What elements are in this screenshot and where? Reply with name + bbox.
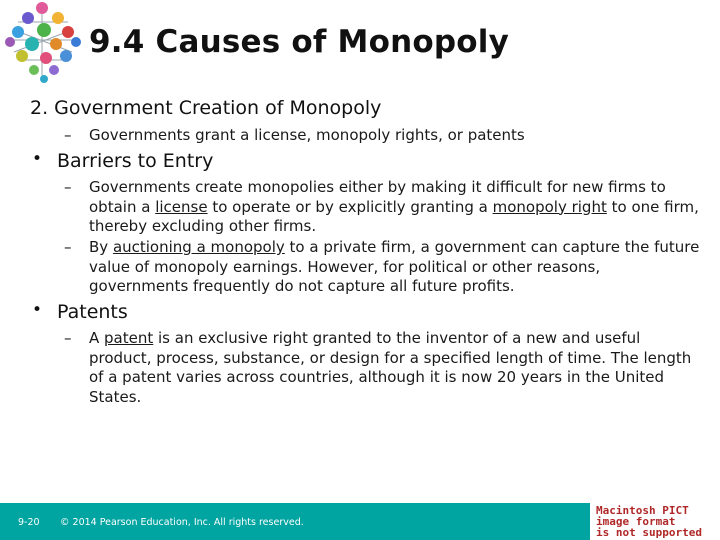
pict-line-3: is not supported: [596, 526, 702, 539]
copyright-notice: © 2014 Pearson Education, Inc. All rights reserved.: [60, 517, 304, 528]
term-auctioning-a-monopoly: auctioning a monopoly: [112, 238, 285, 256]
barriers-point-1-text: Governments create monopolies either by making it difficult for new firms to obtain a license to operate or by explicitly granting a monopoly right to one firm, thereby excluding other firms.: [89, 178, 699, 235]
term-monopoly-right: monopoly right: [492, 197, 607, 216]
dash-marker: –: [64, 238, 72, 256]
page-title: 9.4 Causes of Monopoly: [89, 24, 509, 60]
barriers-point-2-text: By auctioning a monopoly to a private firm, a government can capture the future value of monopoly earnings. However, for political or other reasons, governments frequently do not capture all future profits.: [89, 238, 700, 295]
pict-unsupported-placeholder: [590, 503, 720, 540]
pict-line-2: image format: [596, 515, 676, 528]
section-subpoint: [64, 126, 704, 146]
patents-point-1: [64, 329, 704, 407]
footer-bar: [0, 503, 590, 540]
dash-marker: –: [64, 329, 72, 347]
bullet-barriers-to-entry: [32, 149, 214, 172]
dash-marker: –: [64, 178, 72, 196]
barriers-point-1: [64, 178, 704, 237]
bullet-patents: [32, 300, 128, 323]
logo-spheres-icon: [0, 0, 96, 84]
pict-line-1: Macintosh PICT: [596, 504, 689, 517]
term-patent: patent: [104, 329, 154, 347]
patents-point-1-text: A patent is an exclusive right granted to the inventor of a new and useful product, process, substance, or design for a specified length of time. The length of a patent varies across countries, although it is now 20 years in the United States.: [89, 329, 692, 406]
barriers-point-2: [64, 238, 704, 297]
bullet-marker: •: [32, 300, 43, 320]
section-heading: 2. Government Creation of Monopoly: [30, 97, 382, 119]
bullet-label: Barriers to Entry: [57, 150, 214, 172]
dash-marker: –: [64, 126, 72, 144]
term-license: license: [155, 197, 208, 216]
bullet-label: Patents: [57, 301, 128, 323]
subpoint-text: Governments grant a license, monopoly rights, or patents: [89, 126, 525, 144]
bullet-marker: •: [32, 149, 43, 169]
page-number: 9-20: [18, 517, 40, 528]
